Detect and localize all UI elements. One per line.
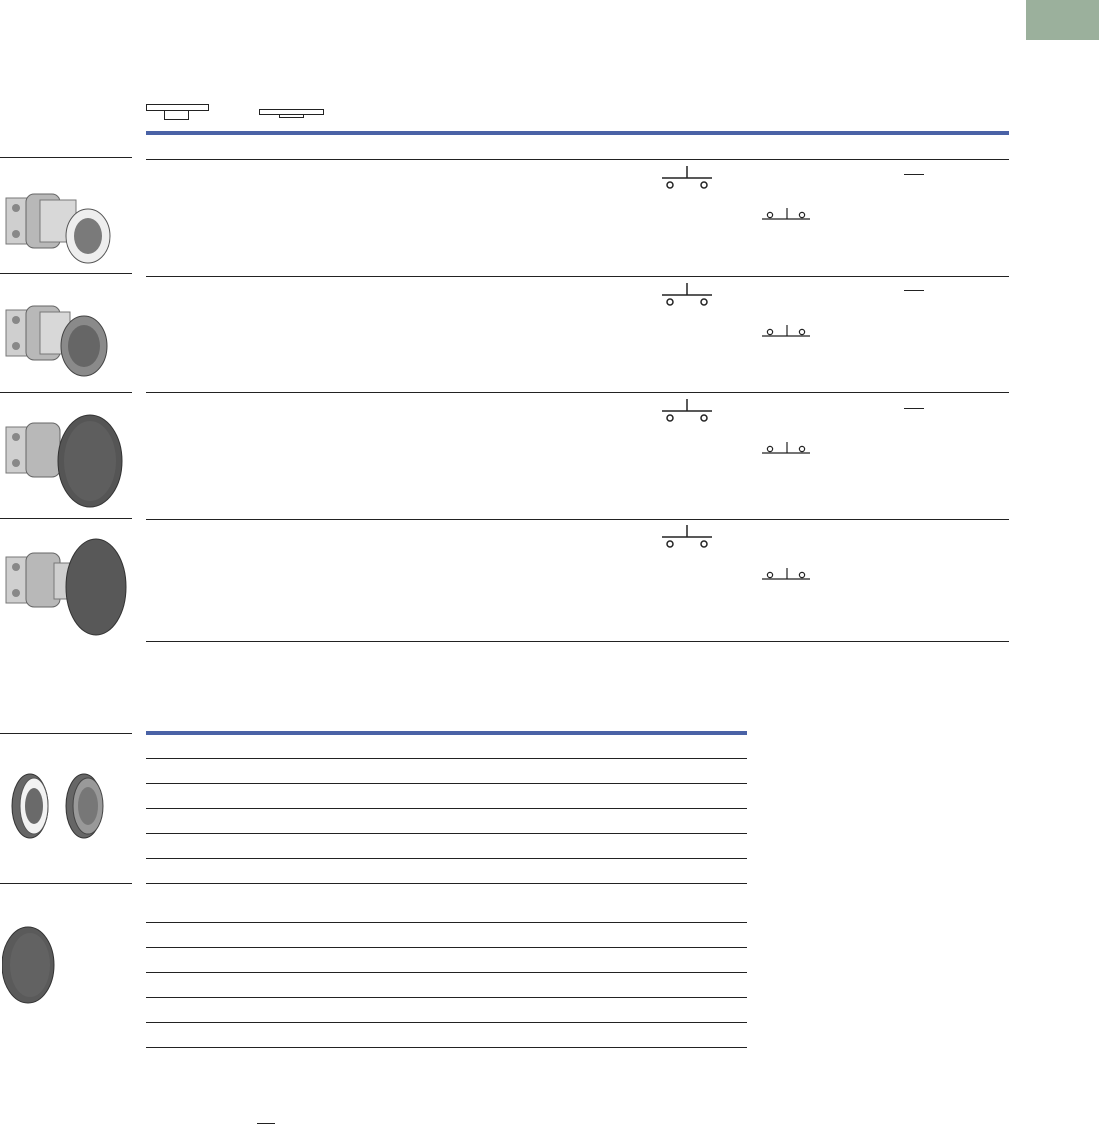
normally-open-contact-symbol xyxy=(662,281,714,309)
emerg-stop-large-pushbutton-photo xyxy=(4,527,129,639)
mushroom-cap-pair-photo xyxy=(4,760,114,850)
note-mark xyxy=(904,290,924,291)
normally-open-contact-symbol xyxy=(662,397,714,425)
accessory-header-rule xyxy=(146,731,747,735)
row-divider xyxy=(146,641,1009,642)
flush-mount-symbol xyxy=(146,104,210,124)
emergency-stop-jumbo-pushbutton-photo xyxy=(4,397,124,512)
footnote-mark xyxy=(257,1123,275,1124)
accessory-row-divider xyxy=(146,947,747,948)
normally-closed-contact-symbol xyxy=(762,205,812,221)
accessory-divider-left xyxy=(0,733,132,734)
note-mark xyxy=(904,408,924,409)
accessory-row-divider xyxy=(146,997,747,998)
row-divider xyxy=(146,392,1009,393)
note-mark xyxy=(904,174,924,175)
table-header-rule xyxy=(146,131,1009,135)
section-tab xyxy=(1026,0,1099,40)
row-divider-left xyxy=(0,273,132,274)
row-divider-left xyxy=(0,157,132,158)
accessory-row-divider xyxy=(146,858,747,859)
accessory-row-divider xyxy=(146,1047,747,1048)
extended-mount-symbol xyxy=(259,109,325,121)
accessory-divider-left xyxy=(0,883,132,884)
accessory-row-divider xyxy=(146,783,747,784)
row-divider-left xyxy=(0,518,132,519)
accessory-row-divider xyxy=(146,808,747,809)
jumbo-cap-photo xyxy=(2,925,62,1005)
accessory-row-divider xyxy=(146,972,747,973)
normally-closed-contact-symbol xyxy=(762,565,812,581)
accessory-row-divider xyxy=(146,883,747,884)
normally-closed-contact-symbol xyxy=(762,439,812,455)
row-divider-left xyxy=(0,392,132,393)
row-divider xyxy=(146,276,1009,277)
accessory-row-divider xyxy=(146,833,747,834)
normally-closed-contact-symbol xyxy=(762,322,812,338)
accessory-row-divider xyxy=(146,922,747,923)
row-divider xyxy=(146,519,1009,520)
accessory-row-divider xyxy=(146,758,747,759)
stop-legend-pushbutton-photo xyxy=(4,280,114,385)
normally-open-contact-symbol xyxy=(662,164,714,192)
normally-open-contact-symbol xyxy=(662,523,714,551)
accessory-row-divider xyxy=(146,1022,747,1023)
flush-mushroom-pushbutton-photo xyxy=(4,168,114,270)
row-divider xyxy=(146,159,1009,160)
